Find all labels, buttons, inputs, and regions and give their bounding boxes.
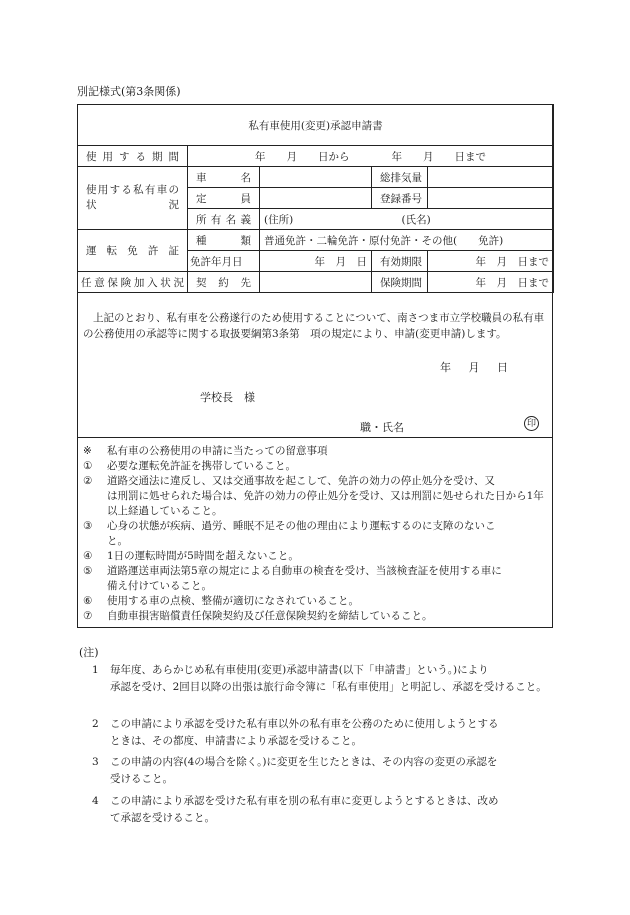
application-date[interactable]: 年 月 日 [440, 361, 508, 374]
note-mark: ⑥ [83, 595, 93, 607]
contract-field[interactable] [260, 272, 372, 293]
remark-text: この申請の内容(4の場合を除く。)に変更を生じたときは、その内容の変更の承認を [110, 756, 498, 768]
insurance-label: 任意保険加入状況 [78, 272, 188, 293]
note-text: 自動車損害賠償責任保険契約及び任意保険契約を締結していること。 [107, 610, 433, 622]
remark-number: 3 [92, 756, 99, 768]
note-text: 道路交通法に違反し、又は交通事故を起こして、免許の効力の停止処分を受け、又 [107, 475, 495, 487]
notes-mark: ※ [83, 445, 92, 457]
notes-header-text: 私有車の公務使用の申請に当たっての留意事項 [107, 445, 328, 457]
insurance-period-label: 保険期間 [372, 272, 428, 293]
remark-number: 2 [92, 718, 99, 730]
period-value[interactable]: 年 月 日から 年 月 日まで [188, 146, 554, 167]
note-text: 使用する車の点検、整備が適切になされていること。 [107, 595, 359, 607]
owner-address-field[interactable]: (住所) [260, 209, 372, 230]
license-date-value[interactable]: 年 月 日 [260, 251, 372, 272]
remark-item [92, 754, 552, 788]
owner-label: 所有名義 [188, 209, 260, 230]
note-item [83, 609, 549, 624]
note-text: 心身の状態が疾病、過労、睡眠不足その他の理由により運転するのに支障のないこ [107, 520, 496, 532]
car-name-label: 車名 [188, 167, 260, 188]
form-reference: 別記様式(第3条関係) [77, 85, 181, 98]
remark-text-cont: て承認を受けること。 [110, 812, 215, 824]
notes-header [83, 444, 549, 459]
insurance-period-value[interactable]: 年 月 日まで [428, 272, 554, 293]
capacity-label: 定員 [188, 188, 260, 209]
remark-text: 毎年度、あらかじめ私有車使用(変更)承認申請書(以下「申請書」という。)により [110, 664, 489, 676]
remark-number: 4 [92, 795, 99, 807]
valid-until-value[interactable]: 年 月 日まで [428, 251, 554, 272]
note-text-cont: 備え付けていること。 [107, 580, 212, 592]
note-mark: ⑦ [83, 610, 93, 622]
note-text: 1日の運転時間が5時間を超えないこと。 [107, 550, 299, 562]
remark-item [92, 662, 552, 696]
note-mark: ② [83, 475, 93, 487]
remark-text-cont: 承認を受け、2回目以降の出張は旅行命令簿に「私有車使用」と明記し、承認を受けること。 [110, 681, 547, 693]
license-type-value[interactable]: 普通免許・二輪免許・原付免許・その他( 免許) [260, 230, 554, 251]
displacement-label: 総排気量 [372, 167, 428, 188]
license-date-label: 免許年月日 [188, 251, 260, 272]
signer-label: 職・氏名 [360, 421, 404, 434]
note-mark: ⑤ [83, 565, 93, 577]
remark-text: この申請により承認を受けた私有車を別の私有車に変更しようとするときは、改め [110, 795, 499, 807]
valid-until-label: 有効期限 [372, 251, 428, 272]
remarks-header: (注) [79, 646, 99, 659]
owner-name-field[interactable]: (氏名) [372, 209, 554, 230]
application-statement: 上記のとおり、私有車を公務遂行のため使用することについて、南さつま市立学校職員の私有車の公務使用の承認等に関する取扱要綱第3条第 項の規定により、申請(変更申請)します。 [83, 312, 545, 340]
note-text-cont: は刑罰に処せられた場合は、免許の効力の停止処分を受け、又は刑罰に処せられた日から1年以上経過していること。 [107, 490, 544, 517]
car-name-field[interactable] [260, 167, 372, 188]
license-label: 運転免許証 [78, 230, 188, 272]
reg-no-field[interactable] [428, 188, 554, 209]
remark-text-cont: ときは、その都度、申請書により承認を受けること。 [110, 735, 362, 747]
period-label: 使用する期間 [78, 146, 188, 167]
note-item [83, 459, 549, 474]
seal-mark: 印 [524, 416, 539, 431]
note-text: 道路運送車両法第5章の規定による自動車の検査を受け、当該検査証を使用する車に [107, 565, 502, 577]
vehicle-label: 使用する私有車の状況 [78, 167, 188, 230]
contract-label: 契約先 [188, 272, 260, 293]
note-text-cont: と。 [107, 535, 128, 547]
note-mark: ④ [83, 550, 93, 562]
reg-no-label: 登録番号 [372, 188, 428, 209]
note-mark: ③ [83, 520, 93, 532]
note-item [83, 519, 549, 549]
note-item [83, 474, 549, 519]
note-item [83, 564, 549, 594]
note-item [83, 549, 549, 564]
addressee: 学校長 様 [200, 391, 255, 404]
remark-number: 1 [92, 664, 99, 676]
remark-item [92, 716, 552, 750]
note-item [83, 594, 549, 609]
remark-item [92, 793, 552, 827]
license-type-label: 種類 [188, 230, 260, 251]
remark-text: この申請により承認を受けた私有車以外の私有車を公務のために使用しようとする [110, 718, 499, 730]
remark-text-cont: 受けること。 [110, 773, 173, 785]
form-title: 私有車使用(変更)承認申請書 [78, 105, 554, 146]
capacity-field[interactable] [260, 188, 372, 209]
note-mark: ① [83, 460, 93, 472]
displacement-field[interactable] [428, 167, 554, 188]
application-table [77, 104, 554, 293]
note-text: 必要な運転免許証を携帯していること。 [107, 460, 296, 472]
